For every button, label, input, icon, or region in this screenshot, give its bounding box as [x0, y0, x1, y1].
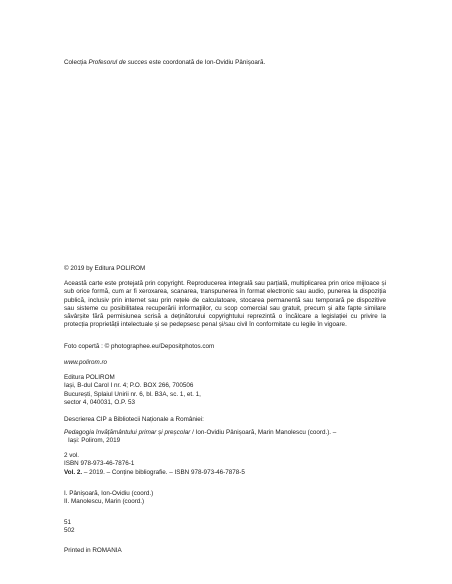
- series-name: Profesorul de succes: [88, 59, 148, 66]
- rights-paragraph: Această carte este protejată prin copyright. Reproducerea integrală sau parțială, multiplicarea prin orice mijloace și sub orice formă, cum ar fi xeroxarea, scanarea, transpunerea în format electronic sau audio, punerea la dispoziția publică, inclusiv prin internet sau prin rețele de calculatoare, stocarea permanentă sau temporară pe dispozitive sau sisteme cu posibilitatea recuperării informațiilor, cu scop comercial sau gratuit, precum și alte fapte similare săvârșite fără permisiunea scrisă a deținătorului copyrightului reprezintă o încălcare a legislației cu privire la protecția proprietății intelectuale și se pedepsesc penal și/sau civil în conformitate cu legile în vigoare.: [64, 280, 386, 329]
- collection-prefix: Colecția: [64, 59, 89, 66]
- cip-record: [64, 429, 394, 446]
- website-text: www.polirom.ro: [64, 359, 108, 366]
- printed-in: Printed in ROMANIA: [64, 547, 122, 554]
- book-title: Pedagogia învățământului primar și preșcolar: [64, 429, 191, 436]
- address-line-3: sector 4, 040031, O.P. 53: [64, 398, 135, 406]
- added-entries: [64, 490, 394, 507]
- added-entry-1: I. Pânișoară, Ion-Ovidiu (coord.): [64, 490, 154, 497]
- volume-label: Vol. 2.: [64, 468, 83, 476]
- book-authors: / Ion-Ovidiu Pânișoară, Marin Manolescu (coord.). –: [190, 429, 337, 436]
- class-number-1: 51: [64, 519, 72, 526]
- class-number-2: 502: [64, 527, 75, 535]
- address-line-2: București, Splaiul Unirii nr. 6, bl. B3A, sc. 1, et. 1,: [64, 390, 201, 398]
- cip-heading: Descrierea CIP a Bibliotecii Naționale a României:: [64, 416, 204, 423]
- volume-details-text: – 2019. – Conține bibliografie. – ISBN 978-973-46-7878-5: [82, 468, 245, 476]
- publisher-website: [64, 359, 394, 367]
- publisher-address: [64, 374, 394, 407]
- collection-note: [64, 59, 394, 67]
- cover-photo-credit: Foto copertă : © photographee.eu/Depositphotos.com: [64, 343, 215, 350]
- isbn-set: ISBN 978-973-46-7876-1: [64, 460, 135, 468]
- publication-place: Iași: Polirom, 2019: [68, 437, 121, 445]
- volume-info: [64, 452, 394, 477]
- volume-count: 2 vol.: [64, 452, 80, 459]
- added-entry-2: II. Manolescu, Marin (coord.): [64, 498, 145, 506]
- address-line-1: Iași, B-dul Carol I nr. 4; P.O. BOX 266, 700506: [64, 382, 194, 390]
- copyright-line: © 2019 by Editura POLIROM: [64, 265, 146, 272]
- collection-suffix: este coordonată de Ion-Ovidiu Pânișoară.: [147, 59, 266, 66]
- classification: [64, 519, 394, 536]
- cip-title-line: [64, 429, 394, 437]
- publisher-name: Editura POLIROM: [64, 374, 115, 381]
- volume-details: [64, 469, 394, 477]
